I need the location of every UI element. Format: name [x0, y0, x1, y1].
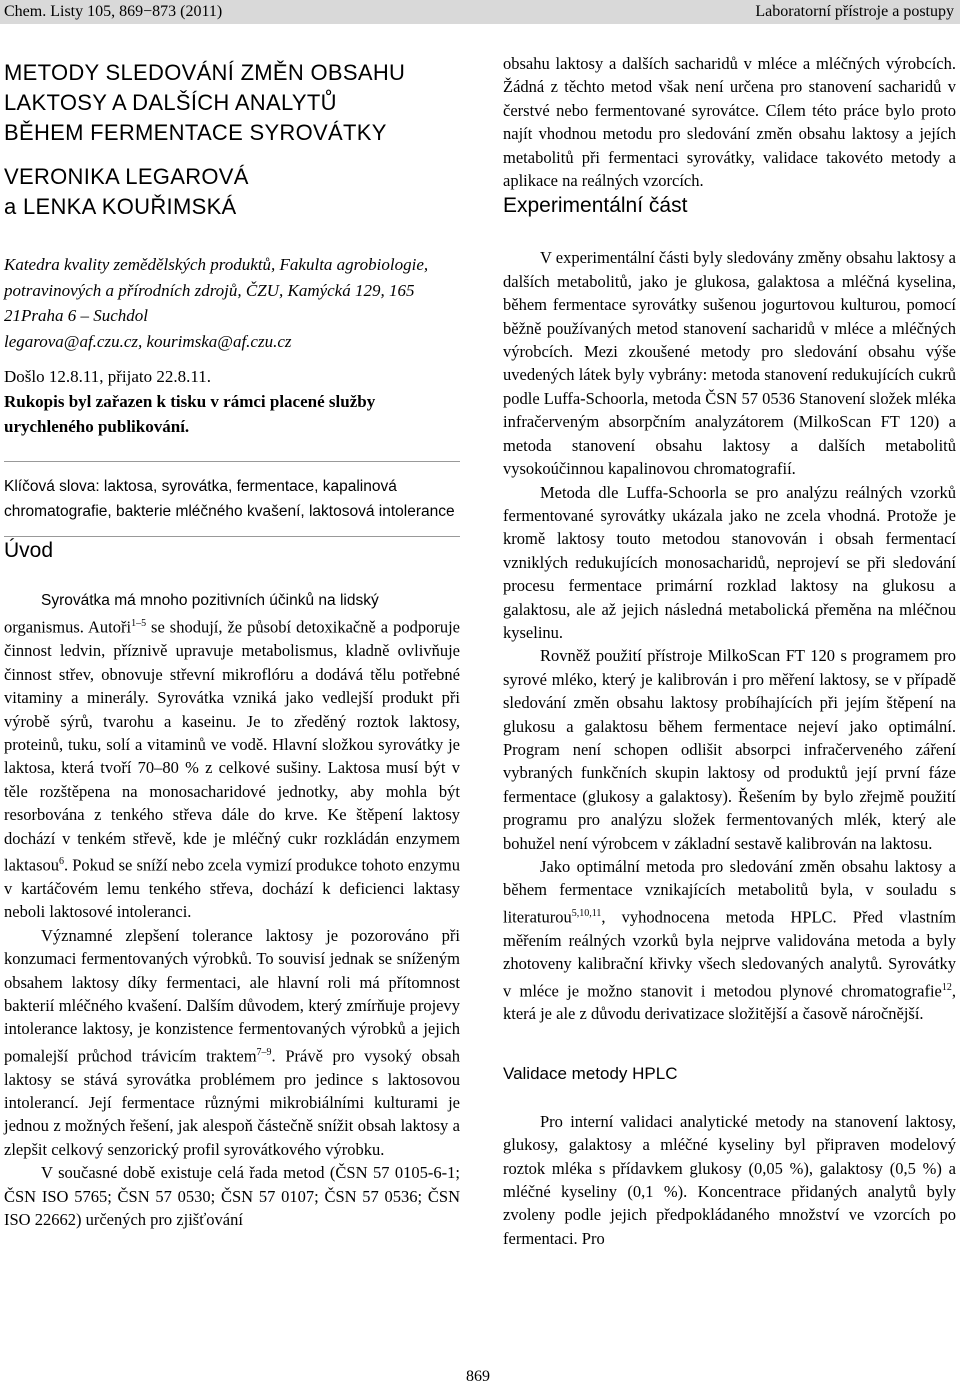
citation-ref: 5,10,11 — [571, 907, 602, 919]
article-title — [4, 58, 460, 148]
right-column — [503, 52, 956, 1250]
affiliation — [4, 252, 460, 354]
intro-paragraph — [4, 589, 460, 924]
validation-paragraph: Pro interní validaci analytické metody na stanovení laktosy, glukosy, galaktosy a mléčné kyseliny byl připraven modelový roztok mléka s přídavkem glukosy (0,05 %), galaktosy (0,5 %) a mléčné kyseliny (0,1 %). Koncentrace přidaných analytů byly zvoleny podle jejich předpokládaného množství ve vzorcích po fermentaci. Pro — [503, 1111, 956, 1248]
intro-lead: Syrovátka má mnoho pozitivních účinků na lidský — [41, 592, 379, 609]
author-list — [4, 162, 460, 222]
title-line: METODY SLEDOVÁNÍ ZMĚN OBSAHU — [4, 60, 406, 85]
intro-text: . Právě pro vysoký obsah laktosy se stává syrovátka problémem pro jedince s laktosovou intolerancí. Její fermentace různými mikrobiálními kulturami je jednou z možných řešení, jak alespoň částečně snížit obsah laktosy a zlepšit celkový senzorický profil syrovátkového výrobku. — [4, 1046, 460, 1159]
experimental-text: Jako optimální metoda pro sledování změn obsahu laktosy a během fermentace vznikajících metabolitů byla, v souladu s literaturou — [503, 857, 956, 927]
intro-paragraph: V současné době existuje celá řada metod (ČSN 57 0105-6-1; ČSN ISO 5765; ČSN 57 0530; ČSN 57 0107; ČSN 57 0536; ČSN ISO 22662) určených pro zjišťování — [4, 1163, 460, 1230]
experimental-text: , vyhodnocena metoda HPLC. Před vlastním měřením reálných vzorků byla nejprve validována metoda a byly zhotoveny kalibrační křivky všech sledovaných analytů. Syrovátky v mléce je možno stanovit i metodou plynové chromatografie — [503, 907, 956, 1001]
author-emails[interactable]: legarova@af.czu.cz, kourimska@af.czu.cz — [4, 331, 292, 351]
journal-citation: Chem. Listy 105, 869−873 (2011) — [4, 3, 223, 20]
experimental-text: , která je ale z důvodu derivatizace složitější a časově náročnější. — [503, 981, 956, 1024]
citation-ref: 7–9 — [256, 1046, 272, 1058]
section-label: Laboratorní přístroje a postupy — [755, 3, 954, 20]
received-dates: Došlo 12.8.11, přijato 22.8.11. — [4, 367, 211, 386]
keywords-block — [4, 461, 460, 537]
running-head — [0, 0, 960, 24]
intro-paragraph-continued: obsahu laktosy a dalších sacharidů v mléce a mléčných výrobcích. Žádná z těchto metod však není určena pro stanovení sacharidů v čerstvé nebo fermentované syrovátce. Cílem této práce bylo proto najít vhodnou metodu pro sledování změn obsahu laktosy a jejích metabolitů při fermentaci syrovátky, validace takovéto metody a aplikace na reálných vzorcích. — [503, 54, 956, 191]
intro-text: Významné zlepšení tolerance laktosy je pozorováno při konzumaci fermentovaných výrobků. To souvisí jednak se sníženým obsahem laktosy díky fermentaci, ale hlavní roli má přítomnost bakterií mléčného kvašení. Dalším důvodem, který zmírňuje projevy intolerance laktosy, je konzistence fermentovaných výrobků a jejich pomalejší průchod trávicím traktem — [4, 925, 460, 1066]
citation-ref: 1–5 — [131, 618, 147, 630]
intro-text: organismus. Autoři — [4, 617, 132, 637]
page-number: 869 — [466, 1368, 490, 1385]
left-column — [4, 52, 460, 1231]
intro-paragraph — [4, 924, 460, 1162]
section-heading-intro: Úvod — [4, 539, 54, 562]
author-name: VERONIKA LEGAROVÁ — [4, 164, 249, 189]
affiliation-text: Katedra kvality zemědělských produktů, Fakulta agrobiologie, potravinových a přírodních zdrojů, ČZU, Kamýcká 129, 165 21Praha 6 – Suchdol — [4, 255, 429, 325]
subsection-heading-validation: Validace metody HPLC — [503, 1063, 678, 1083]
experimental-paragraph — [503, 855, 956, 1026]
section-heading-experimental: Experimentální část — [503, 194, 688, 218]
experimental-paragraph: Metoda dle Luffa-Schoorla se pro analýzu reálných vzorků fermentované syrovátky ukázala jako ne zcela vhodná. Protože je kromě laktosy touto metodou stanovován i obsah fermentací vzniklých redukujících monosacharidů, neprojeví se při sledování procesu fermentace primární rozklad laktosy na glukosu a galaktosu, ale až jejich následná metabolická přeměna na mléčnou kyselinu. — [503, 482, 956, 642]
author-name: a LENKA KOUŘIMSKÁ — [4, 194, 237, 219]
experimental-paragraph: Rovněž použití přístroje MilkoScan FT 120 s programem pro syrové mléko, který je kalibrován i pro měření laktosy, se v případě sledování změn obsahu laktosy probíhajících při jejím štěpení na glukosu a galaktosu během fermentace nejeví jako optimální. Program není schopen odlišit absorpci infračerveného záření vybraných funkčních skupin laktosy od produktů její první fáze fermentace (glukosy a galaktosy). Řešením by bylo zřejmě použití programu pro analýzu složek fermentovaných mlék, který ale bohužel není výrobcem v základní sestavě kalibrován na laktosu. — [503, 646, 956, 853]
keywords: Klíčová slova: laktosa, syrovátka, fermentace, kapalinová chromatografie, bakterie mléčného kvašení, laktosová intolerance — [4, 478, 455, 520]
citation-ref: 12 — [941, 981, 952, 993]
publication-note: Rukopis byl zařazen k tisku v rámci placené služby urychleného publikování. — [4, 392, 376, 436]
citation-ref: 6 — [59, 855, 64, 867]
title-line: BĚHEM FERMENTACE SYROVÁTKY — [4, 120, 387, 145]
divider — [4, 461, 460, 462]
intro-text: . Pokud se sníží nebo zcela vymizí produkce tohoto enzymu v kartáčovém lemu tenkého střeva, dochází k deficienci laktasy neboli laktosové intoleranci. — [4, 855, 460, 922]
title-line: LAKTOSY A DALŠÍCH ANALYTŮ — [4, 90, 337, 115]
intro-text: se shodují, že působí detoxikačně a podporuje činnost ledvin, příznivě upravuje metabolismus, kladně ovlivňuje činnost střev, obnovuje střevní mikroflóru a dodává tělu potřebné vitaminy a minerály. Syrovátka vzniká jako vedlejší produkt při výrobě sýrů, tvarohu a kaseinu. Je to zředěný roztok laktosy, proteinů, tuku, solí a vitaminů ve vodě. Hlavní složkou syrovátky je laktosa, která tvoří 70–80 % z celkové sušiny. Laktosa musí být v těle rozštěpena na monosacharidové jednotky, aby mohla být resorbována z tenkého střeva dále do krve. Ke štěpení laktosy dochází v tenkém střevě, kde je mléčný cukr rozkládán enzymem laktasou — [4, 617, 460, 875]
experimental-paragraph: V experimentální části byly sledovány změny obsahu laktosy a dalších metabolitů, jako je glukosa, galaktosa a mléčná kyselina, během fermentace syrovátky sušenou jogurtovou kulturou, pomocí běžně používaných metod stanovení sacharidů v mléce a mléčných výrobcích. Mezi zkoušené metody pro sledování obsahu výše uvedených látek byly vybrány: metoda stanovení redukujících cukrů podle Luffa-Schoorla, metoda ČSN 57 0536 Stanovení složek mléka infračerveným absorpčním analyzátorem (MilkoScan FT 120) a metoda stanovení obsahu laktosy a dalších metabolitů vysokoúčinnou kapalinovou chromatografií. — [503, 248, 956, 479]
